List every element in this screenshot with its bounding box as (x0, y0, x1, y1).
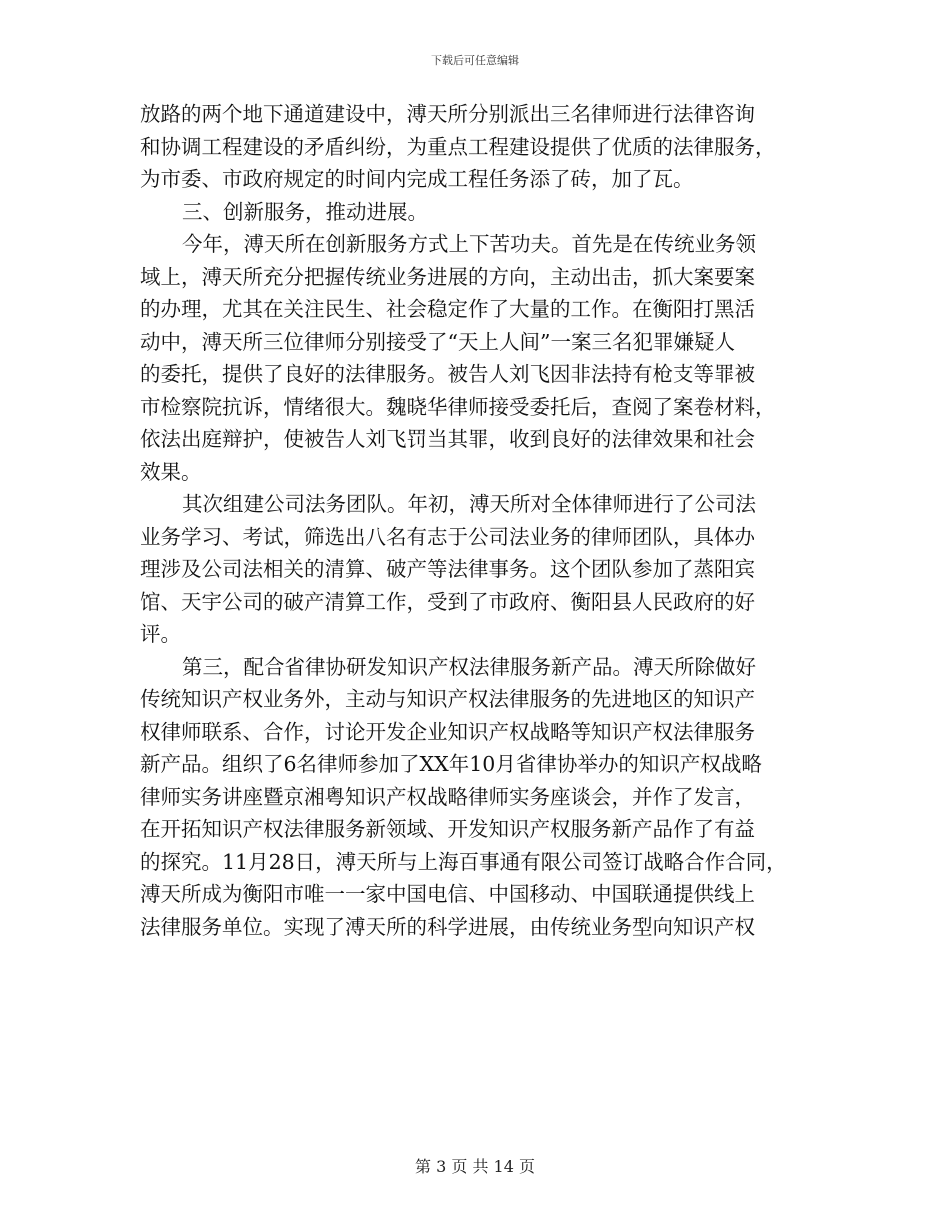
text-line: 为市委、市政府规定的时间内完成工程任务添了砖，加了瓦。 (140, 167, 694, 191)
text-line: 的办理，尤其在关注民生、社会稳定作了大量的工作。在衡阳打黑活 (140, 297, 755, 321)
text-line: 依法出庭辩护，使被告人刘飞罚当其罪，收到良好的法律效果和社会 (140, 427, 755, 451)
text-line: 放路的两个地下通道建设中，溥天所分别派出三名律师进行法律咨询 (140, 102, 755, 126)
text-line: 新产品。组织了6名律师参加了XX年10月省律协举办的知识产权战略 (140, 752, 762, 776)
text-line: 法律服务单位。实现了溥天所的科学进展，由传统业务型向知识产权 (140, 914, 755, 939)
text-line: 馆、天宇公司的破产清算工作，受到了市政府、衡阳县人民政府的好 (140, 589, 755, 614)
text-line: 的探究。11月28日，溥天所与上海百事通有限公司签订战略合作合同， (140, 849, 787, 874)
page-header: 下载后可任意编辑 (431, 54, 519, 67)
text-line: 和协调工程建设的矛盾纠纷，为重点工程建设提供了优质的法律服务， (140, 134, 776, 159)
document-body (140, 98, 820, 943)
text-line: 溥天所成为衡阳市唯一一家中国电信、中国移动、中国联通提供线上 (140, 882, 755, 906)
text-line: 在开拓知识产权法律服务新领域、开发知识产权服务新产品作了有益 (140, 817, 755, 841)
text-line: 效果。 (140, 459, 202, 484)
text-line: 业务学习、考试，筛选出八名有志于公司法业务的律师团队，具体办 (140, 524, 755, 549)
text-line: 律师实务讲座暨京湘粤知识产权战略律师实务座谈会，并作了发言， (140, 784, 755, 809)
text-line: 域上，溥天所充分把握传统业务进展的方向，主动出击，抓大案要案 (140, 264, 755, 289)
text-line: 理涉及公司法相关的清算、破产等法律事务。这个团队参加了蒸阳宾 (140, 557, 755, 581)
page-footer: 第 3 页 共 14 页 (415, 1157, 535, 1176)
text-line: 市检察院抗诉，情绪很大。魏晓华律师接受委托后，查阅了案卷材料， (140, 394, 776, 419)
text-line: 传统知识产权业务外，主动与知识产权法律服务的先进地区的知识产 (140, 687, 755, 711)
text-line: 今年，溥天所在创新服务方式上下苦功夫。首先是在传统业务领 (182, 232, 756, 256)
text-line: 评。 (140, 622, 181, 646)
text-line: 动中，溥天所三位律师分别接受了“天上人间”一案三名犯罪嫌疑人 (140, 329, 735, 354)
text-line: 的委托，提供了良好的法律服务。被告人刘飞因非法持有枪支等罪被 (140, 362, 755, 386)
text-line: 三、创新服务，推动进展。 (182, 199, 428, 224)
text-line: 第三，配合省律协研发知识产权法律服务新产品。溥天所除做好 (182, 654, 756, 679)
text-line: 权律师联系、合作，讨论开发企业知识产权战略等知识产权法律服务 (140, 719, 755, 744)
text-line: 其次组建公司法务团队。年初，溥天所对全体律师进行了公司法 (182, 492, 756, 516)
